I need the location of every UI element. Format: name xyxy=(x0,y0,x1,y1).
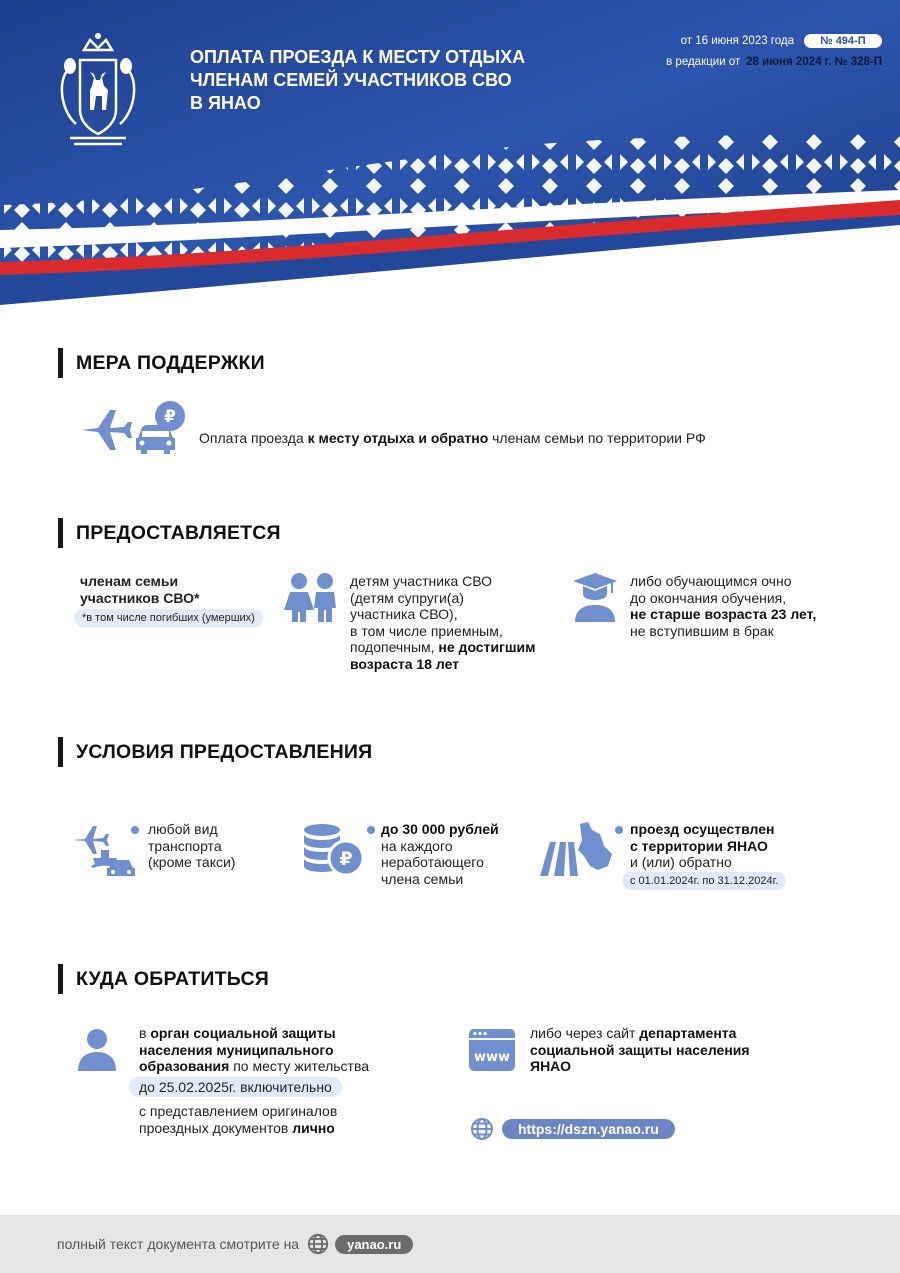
condition-1-text xyxy=(148,821,235,871)
contact-right-line1-bold: департамента xyxy=(639,1025,737,1041)
heading-text: МЕРА ПОДДЕРЖКИ xyxy=(76,351,265,374)
title-line-1: ОПЛАТА ПРОЕЗДА К МЕСТУ ОТДЫХА xyxy=(190,47,526,67)
svg-text:₽: ₽ xyxy=(339,848,353,870)
section-heading-contact xyxy=(58,964,269,994)
coins-ruble-icon xyxy=(302,822,366,878)
footer xyxy=(0,1215,900,1273)
condition-3-line3: и (или) обратно xyxy=(630,854,732,870)
document-date: от 16 июня 2023 года xyxy=(680,35,794,47)
globe-icon xyxy=(470,1117,494,1141)
provided-col2-text xyxy=(350,573,536,672)
contact-left-line2-bold: населения муниципального xyxy=(139,1041,334,1058)
svg-text:₽: ₽ xyxy=(164,407,176,427)
condition-2-line3: неработающего xyxy=(381,854,484,870)
section-heading-measure xyxy=(58,348,265,378)
provided-col1-line1: членам семьи xyxy=(80,573,179,589)
heading-bar xyxy=(58,518,63,548)
contact-left-line3-bold: образования xyxy=(139,1058,230,1074)
document-info xyxy=(666,32,882,74)
contact-left-text-2 xyxy=(139,1103,337,1136)
heading-text: УСЛОВИЯ ПРЕДОСТАВЛЕНИЯ xyxy=(76,740,373,763)
contact-left-line6-bold: лично xyxy=(292,1119,335,1136)
dszn-link[interactable]: https://dszn.yanao.ru xyxy=(502,1119,675,1139)
condition-3-bullet xyxy=(615,826,623,834)
heading-bar xyxy=(58,737,63,767)
provided-col2-bold2: возраста 18 лет xyxy=(350,655,460,672)
provided-col2-line5: подопечным, xyxy=(350,639,439,655)
provided-col2-line4: в том числе приемным, xyxy=(350,622,503,639)
condition-3-bold2: с территории ЯНАО xyxy=(630,837,768,854)
heading-bar xyxy=(58,964,63,994)
provided-col1-note: *в том числе погибших (умерших) xyxy=(74,609,263,627)
edition-value: 28 июня 2024 г. № 328-П xyxy=(746,56,882,68)
contact-left-line3-rest: по месту жительства xyxy=(229,1058,370,1074)
condition-2-text xyxy=(381,821,499,887)
section-heading-conditions xyxy=(58,737,372,767)
provided-col3-bold: не старше возраста 23 лет, xyxy=(630,606,817,622)
www-label: www xyxy=(473,1050,511,1065)
contact-left-line5: с представлением оригиналов xyxy=(139,1103,338,1119)
condition-1-line1: любой вид xyxy=(148,821,218,837)
provided-col1-line2: участников СВО* xyxy=(80,589,200,606)
contact-left-line1-bold: орган социальной защиты xyxy=(150,1025,336,1041)
section-heading-provided xyxy=(58,518,281,548)
condition-1-line2: транспорта xyxy=(148,837,222,854)
heading-bar xyxy=(58,348,63,378)
provided-col2-line2: (детям супруги(а) xyxy=(350,589,464,606)
condition-1-bullet xyxy=(131,826,139,834)
condition-1-line3: (кроме такси) xyxy=(148,854,236,870)
contact-right-line2-bold: социальной защиты населения xyxy=(530,1041,750,1058)
transport-icon xyxy=(71,822,137,878)
contact-right-text xyxy=(530,1025,750,1075)
contact-left-line6-pre: проездных документов xyxy=(139,1119,293,1136)
graduate-icon xyxy=(571,572,619,624)
title-line-2: ЧЛЕНАМ СЕМЕЙ УЧАСТНИКОВ СВО xyxy=(190,70,512,90)
contact-left-line1-pre: в xyxy=(139,1025,151,1041)
condition-2-bullet xyxy=(367,826,375,834)
condition-2-line4: члена семьи xyxy=(381,870,464,887)
provided-col3-line4: не вступившим в брак xyxy=(630,622,774,639)
contact-left-text xyxy=(139,1025,369,1075)
provided-col2-line3: участника СВО), xyxy=(350,606,458,622)
condition-2-bold: до 30 000 рублей xyxy=(381,821,499,837)
edition-prefix: в редакции от xyxy=(666,56,741,68)
document-number-badge: № 494-П xyxy=(804,34,882,48)
title-line-3: В ЯНАО xyxy=(190,93,261,113)
person-icon xyxy=(77,1028,117,1072)
contact-right-line1-pre: либо через сайт xyxy=(530,1025,640,1041)
measure-text-bold: к месту отдыха и обратно xyxy=(307,430,489,446)
provided-col1-text xyxy=(80,573,200,606)
footer-site-link[interactable]: yanao.ru xyxy=(335,1235,413,1254)
measure-text-before: Оплата проезда xyxy=(199,430,308,446)
contact-deadline: до 25.02.2025г. включительно xyxy=(129,1077,342,1097)
heading-text: ПРЕДОСТАВЛЯЕТСЯ xyxy=(76,521,281,544)
header-banner xyxy=(0,0,900,310)
condition-3-text xyxy=(630,821,774,871)
contact-right-line3-bold: ЯНАО xyxy=(530,1058,571,1074)
provided-col3-line1: либо обучающимся очно xyxy=(630,573,792,589)
provided-col3-text xyxy=(630,573,816,639)
road-region-icon xyxy=(538,820,614,878)
provided-col2-bold1: не достигшим xyxy=(438,639,536,655)
plane-car-ruble-icon xyxy=(80,400,190,458)
children-icon xyxy=(282,572,342,624)
page-title xyxy=(190,46,590,115)
footer-text: полный текст документа смотрите на xyxy=(57,1236,300,1252)
provided-col3-line2: до окончания обучения, xyxy=(630,589,787,606)
heading-text: КУДА ОБРАТИТЬСЯ xyxy=(76,967,269,990)
condition-2-line2: на каждого xyxy=(381,837,453,854)
provided-col2-line1: детям участника СВО xyxy=(350,573,493,589)
browser-www-icon xyxy=(468,1028,516,1072)
measure-text-after: членам семьи по территории РФ xyxy=(488,430,706,446)
footer-globe-icon xyxy=(307,1233,329,1255)
yamal-crest-icon xyxy=(50,30,146,150)
condition-3-period: с 01.01.2024г. по 31.12.2024г. xyxy=(622,872,786,890)
condition-3-bold1: проезд осуществлен xyxy=(630,821,775,837)
measure-description xyxy=(199,430,706,447)
